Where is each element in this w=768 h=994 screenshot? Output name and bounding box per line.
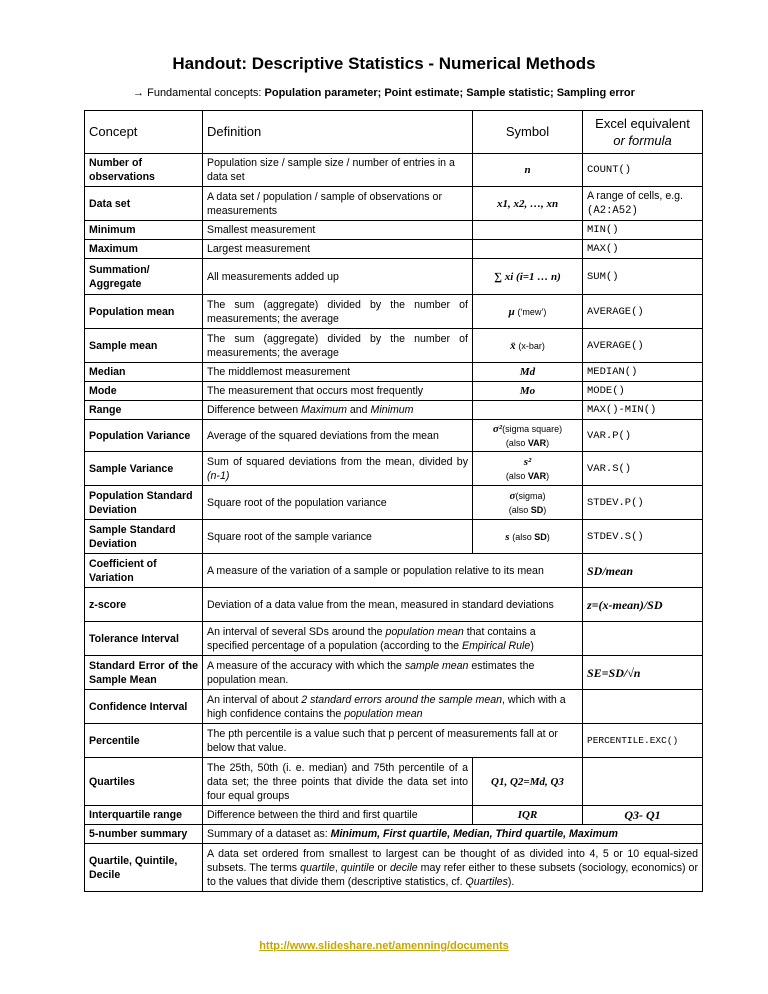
table-row (85, 622, 703, 656)
page-title: Handout: Descriptive Statistics - Numerical Methods (172, 54, 596, 73)
definition-emphasis: Maximum (301, 404, 347, 416)
header-excel (583, 111, 703, 154)
excel-cell (583, 187, 703, 221)
also-end: ) (546, 531, 550, 542)
concept-cell: Coefficient of Variation (85, 554, 203, 588)
definition-emphasis: decile (389, 861, 418, 874)
concept-cell: Interquartile range (85, 806, 203, 825)
definition-cell (203, 825, 703, 844)
definition-text: may refer either to these subsets (sociology, economics) or to the values that divide them (descriptive statistics, cf. (207, 861, 698, 888)
symbol-note: (sigma) (515, 490, 546, 501)
concept-cell: Median (85, 363, 203, 382)
table-row (85, 825, 703, 844)
table-row (85, 401, 703, 420)
symbol-glyph: x̄ (510, 339, 516, 352)
symbol-note: (x-bar) (518, 340, 545, 351)
definition-cell (203, 622, 583, 656)
concept-cell: Quartile, Quintile, Decile (85, 844, 203, 892)
also-end: ) (546, 470, 550, 481)
concept-cell: z-score (85, 588, 203, 622)
definition-cell (203, 401, 473, 420)
definition-cell: All measurements added up (203, 259, 473, 295)
symbol-note: (‘mew’) (517, 306, 547, 317)
concept-cell: Minimum (85, 221, 203, 240)
definition-text: , which with a high confidence contains the (207, 693, 566, 720)
table-row (85, 187, 703, 221)
definition-cell: A measure of the variation of a sample or population relative to its mean (203, 554, 583, 588)
symbol-cell (473, 486, 583, 520)
also-end: ) (546, 437, 550, 448)
excel-cell (583, 690, 703, 724)
symbol-cell (473, 520, 583, 554)
definition-cell: The 25th, 50th (i. e. median) and 75th percentile of a data set; the three points that divide the data set into four equal groups (203, 758, 473, 806)
definition-cell: Square root of the population variance (203, 486, 473, 520)
footer-link[interactable]: http://www.slideshare.net/amenning/documents (259, 940, 509, 952)
header-symbol: Symbol (473, 111, 583, 154)
also-text: (also (505, 437, 528, 448)
excel-cell: STDEV.S() (583, 520, 703, 554)
symbol-cell: x1, x2, …, xn (473, 187, 583, 221)
table-row (85, 758, 703, 806)
symbol-cell: n (473, 154, 583, 187)
definition-cell: The pth percentile is a value such that p percent of measurements fall at or below that value. (203, 724, 583, 758)
table-row (85, 588, 703, 622)
excel-cell: z=(x-mean)/SD (583, 588, 703, 622)
also-abbr: VAR (527, 470, 547, 481)
excel-cell: VAR.P() (583, 420, 703, 452)
header-excel-line1: Excel equivalent (595, 116, 690, 131)
symbol-cell (473, 420, 583, 452)
definition-text: estimates the population mean. (207, 659, 535, 686)
excel-cell: MEDIAN() (583, 363, 703, 382)
excel-cell: MIN() (583, 221, 703, 240)
excel-text: A range of cells, e.g. (587, 190, 683, 202)
excel-cell: SD/mean (583, 554, 703, 588)
also-abbr: SD (534, 531, 547, 542)
concept-cell: Number of observations (85, 154, 203, 187)
concept-cell: Sample Standard Deviation (85, 520, 203, 554)
definition-cell: Population size / sample size / number of entries in a data set (203, 154, 473, 187)
definition-emphasis: 2 standard errors around the sample mean (301, 693, 503, 706)
table-row (85, 382, 703, 401)
subtitle (0, 87, 768, 99)
table-row (85, 154, 703, 187)
table-row (85, 656, 703, 690)
symbol-cell: IQR (473, 806, 583, 825)
concept-cell: Standard Error of the Sample Mean (85, 656, 203, 690)
concept-cell: 5-number summary (85, 825, 203, 844)
definition-cell: Square root of the sample variance (203, 520, 473, 554)
symbol-cell (473, 329, 583, 363)
concept-cell: Sample Variance (85, 452, 203, 486)
excel-cell: Q3- Q1 (583, 806, 703, 825)
table-row (85, 259, 703, 295)
concept-cell: Maximum (85, 240, 203, 259)
concept-cell: Sample mean (85, 329, 203, 363)
excel-cell: SE=SD/√n (583, 656, 703, 690)
definition-text: Sum of squared deviations from the mean, divided by (207, 455, 468, 468)
definition-cell: The sum (aggregate) divided by the number of measurements; the average (203, 295, 473, 329)
table-row (85, 844, 703, 892)
excel-range: (A2:A52) (587, 205, 638, 217)
concept-cell: Confidence Interval (85, 690, 203, 724)
definition-emphasis: quintile (340, 861, 375, 874)
symbol-glyph: s² (523, 455, 532, 468)
definition-cell: The measurement that occurs most frequently (203, 382, 473, 401)
header-definition: Definition (203, 111, 473, 154)
symbol-also (506, 438, 549, 448)
table-row (85, 486, 703, 520)
symbol-cell: ∑ xi (i=1 … n) (473, 259, 583, 295)
symbol-note: (sigma square) (502, 423, 563, 434)
definition-cell (203, 656, 583, 690)
table-row (85, 221, 703, 240)
subtitle-prefix: → Fundamental concepts: (133, 87, 265, 99)
definition-text: A data set ordered from smallest to largest can be thought of as divided into 4, 5 or 10 equal-sized subsets. The terms (207, 847, 698, 874)
also-text: (also (508, 504, 531, 515)
table-row (85, 240, 703, 259)
table-row (85, 363, 703, 382)
definition-emphasis: population mean (385, 625, 464, 638)
also-end: ) (543, 504, 547, 515)
symbol-glyph: s (505, 530, 510, 543)
excel-cell: PERCENTILE.EXC() (583, 724, 703, 758)
concept-cell: Population Standard Deviation (85, 486, 203, 520)
excel-cell: MAX() (583, 240, 703, 259)
symbol-also (512, 532, 550, 542)
definition-cell (203, 452, 473, 486)
definition-cell: The sum (aggregate) divided by the number of measurements; the average (203, 329, 473, 363)
definition-text: An interval of several SDs around the (207, 625, 386, 638)
excel-cell: MODE() (583, 382, 703, 401)
definition-cell: Deviation of a data value from the mean, measured in standard deviations (203, 588, 583, 622)
concept-cell: Range (85, 401, 203, 420)
concept-cell: Tolerance Interval (85, 622, 203, 656)
definition-emphasis: Minimum, First quartile, Median, Third quartile, Maximum (330, 828, 618, 840)
symbol-glyph: σ² (492, 422, 503, 435)
definition-text: or (374, 861, 390, 874)
also-abbr: SD (530, 504, 544, 515)
definition-cell (203, 690, 583, 724)
statistics-table (84, 110, 703, 892)
symbol-cell (473, 401, 583, 420)
symbol-also (506, 471, 549, 481)
table-row (85, 806, 703, 825)
table-row (85, 420, 703, 452)
table-row (85, 520, 703, 554)
definition-text: that contains a specified percentage of a population (according to the (207, 625, 536, 652)
definition-text: Difference between (207, 404, 302, 416)
header-excel-line2: or formula (613, 133, 672, 148)
definition-cell: Average of the squared deviations from the mean (203, 420, 473, 452)
excel-cell (583, 622, 703, 656)
definition-text: A measure of the accuracy with which the (207, 659, 405, 672)
definition-emphasis: Quartiles (465, 875, 508, 888)
symbol-cell (473, 240, 583, 259)
also-abbr: VAR (527, 437, 547, 448)
concept-cell: Data set (85, 187, 203, 221)
subtitle-terms: Population parameter; Point estimate; Sample statistic; Sampling error (264, 87, 635, 99)
also-text: (also (505, 470, 528, 481)
definition-emphasis: (n-1) (207, 469, 230, 482)
definition-cell: Largest measurement (203, 240, 473, 259)
symbol-glyph: μ (508, 305, 515, 318)
definition-text: Summary of a dataset as: (207, 828, 331, 840)
definition-emphasis: Empirical Rule (462, 639, 531, 652)
excel-cell (583, 758, 703, 806)
symbol-cell: Mo (473, 382, 583, 401)
symbol-cell (473, 452, 583, 486)
excel-cell: VAR.S() (583, 452, 703, 486)
definition-cell: The middlemost measurement (203, 363, 473, 382)
excel-cell: STDEV.P() (583, 486, 703, 520)
symbol-cell (473, 221, 583, 240)
symbol-glyph: σ (509, 489, 516, 502)
concept-cell: Quartiles (85, 758, 203, 806)
symbol-cell: Md (473, 363, 583, 382)
also-text: (also (512, 531, 535, 542)
definition-text: ) (530, 639, 534, 652)
header-concept: Concept (85, 111, 203, 154)
table-row (85, 452, 703, 486)
table-row (85, 329, 703, 363)
table-row (85, 295, 703, 329)
symbol-cell (473, 295, 583, 329)
definition-text: ). (507, 875, 515, 888)
table-header-row (85, 111, 703, 154)
excel-cell: MAX()-MIN() (583, 401, 703, 420)
concept-cell: Population Variance (85, 420, 203, 452)
table-row (85, 554, 703, 588)
definition-emphasis: Minimum (370, 404, 414, 416)
excel-cell: COUNT() (583, 154, 703, 187)
definition-emphasis: sample mean (404, 659, 469, 672)
definition-cell: Smallest measurement (203, 221, 473, 240)
excel-cell: AVERAGE() (583, 329, 703, 363)
definition-text: and (346, 404, 371, 416)
definition-cell: A data set / population / sample of observations or measurements (203, 187, 473, 221)
definition-text: An interval of about (207, 693, 302, 706)
symbol-also (509, 505, 547, 515)
concept-cell: Summation/ Aggregate (85, 259, 203, 295)
definition-cell: Difference between the third and first quartile (203, 806, 473, 825)
table-row (85, 724, 703, 758)
definition-text: , (334, 861, 341, 874)
concept-cell: Population mean (85, 295, 203, 329)
symbol-cell: Q1, Q2=Md, Q3 (473, 758, 583, 806)
concept-cell: Percentile (85, 724, 203, 758)
definition-cell (203, 844, 703, 892)
excel-cell: AVERAGE() (583, 295, 703, 329)
definition-emphasis: quartile (300, 861, 335, 874)
table-row (85, 690, 703, 724)
excel-cell: SUM() (583, 259, 703, 295)
concept-cell: Mode (85, 382, 203, 401)
definition-emphasis: population mean (344, 707, 423, 720)
